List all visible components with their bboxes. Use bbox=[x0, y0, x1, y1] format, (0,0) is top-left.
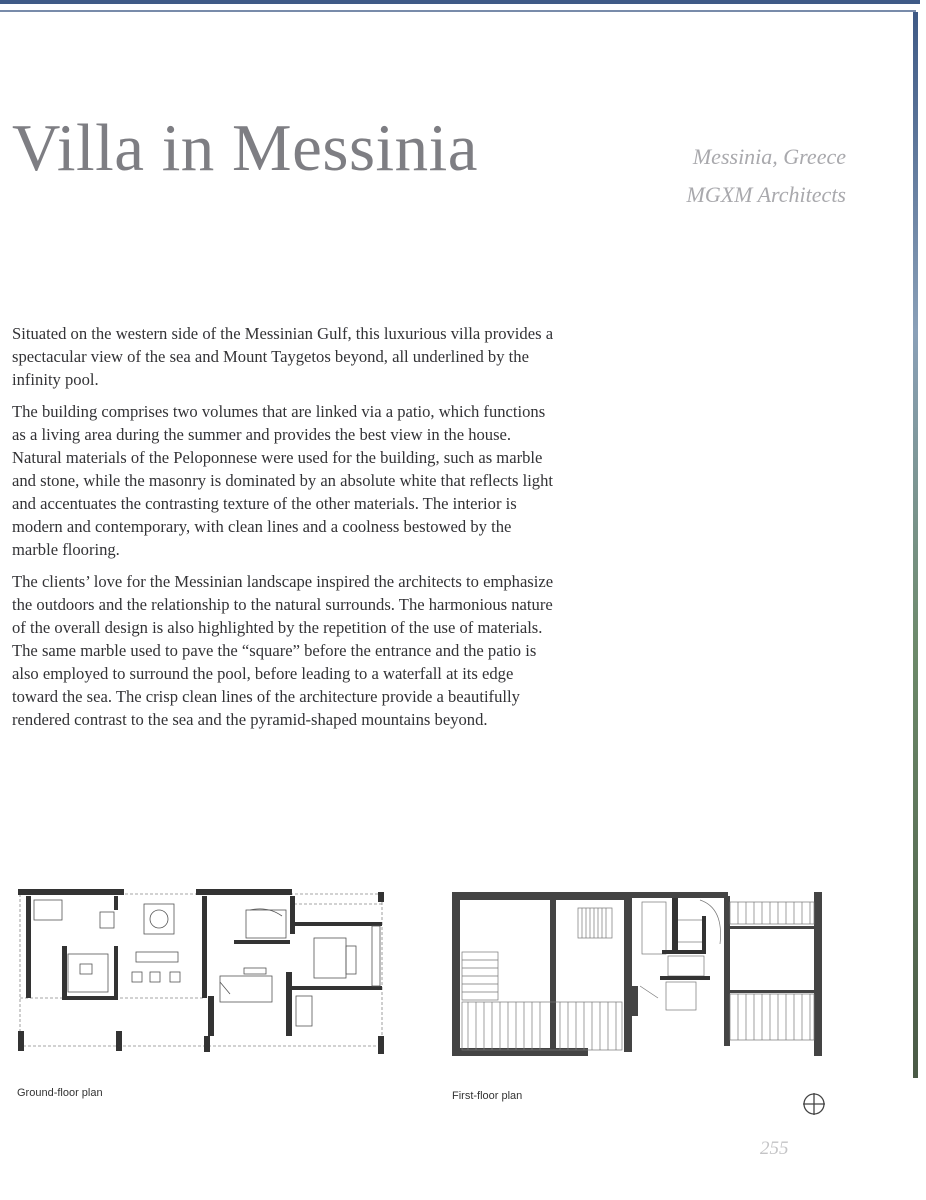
project-info bbox=[600, 138, 846, 214]
page-title: Villa in Messinia bbox=[12, 111, 478, 185]
project-architect: MGXM Architects bbox=[686, 182, 846, 207]
ground-floor-plan-caption: Ground-floor plan bbox=[17, 1087, 103, 1099]
paragraph-2: The building comprises two volumes that are linked via a patio, which functions as a living area during the summer and provides the best view in the house. Natural materials of the Peloponnese were used for the building, such as marble and stone, while the masonry is dominated by an absolute white that reflects light and accentuates the contrasting texture of the other materials. The interior is modern and contemporary, with clean lines and a coolness bestowed by the marble flooring. bbox=[12, 402, 554, 559]
top-edge-bar bbox=[0, 0, 920, 4]
paragraph-1: Situated on the western side of the Messinian Gulf, this luxurious villa provides a spectacular view of the sea and Mount Taygetos beyond, all underlined by the infinity pool. bbox=[12, 324, 554, 389]
first-floor-plan-drawing bbox=[448, 886, 828, 1064]
right-edge-photo-strip bbox=[913, 12, 918, 1078]
first-floor-plan-caption: First-floor plan bbox=[452, 1090, 523, 1102]
top-border-line bbox=[0, 10, 916, 12]
north-compass-icon bbox=[802, 1092, 826, 1116]
project-location: Messinia, Greece bbox=[692, 144, 846, 169]
ground-floor-plan-drawing bbox=[14, 886, 394, 1058]
body-text bbox=[12, 322, 557, 740]
page-number: 255 bbox=[760, 1138, 789, 1159]
paragraph-3: The clients’ love for the Messinian landscape inspired the architects to emphasize the outdoors and the relationship to the natural surrounds. The harmonious nature of the overall design is also highlighted by the repetition of the use of materials. The same marble used to pave the “square” before the entrance and the patio is also employed to surround the pool, before leading to a waterfall at its edge toward the sea. The crisp clean lines of the architecture provide a beautifully rendered contrast to the sea and the pyramid-shaped mountains beyond. bbox=[12, 572, 554, 729]
